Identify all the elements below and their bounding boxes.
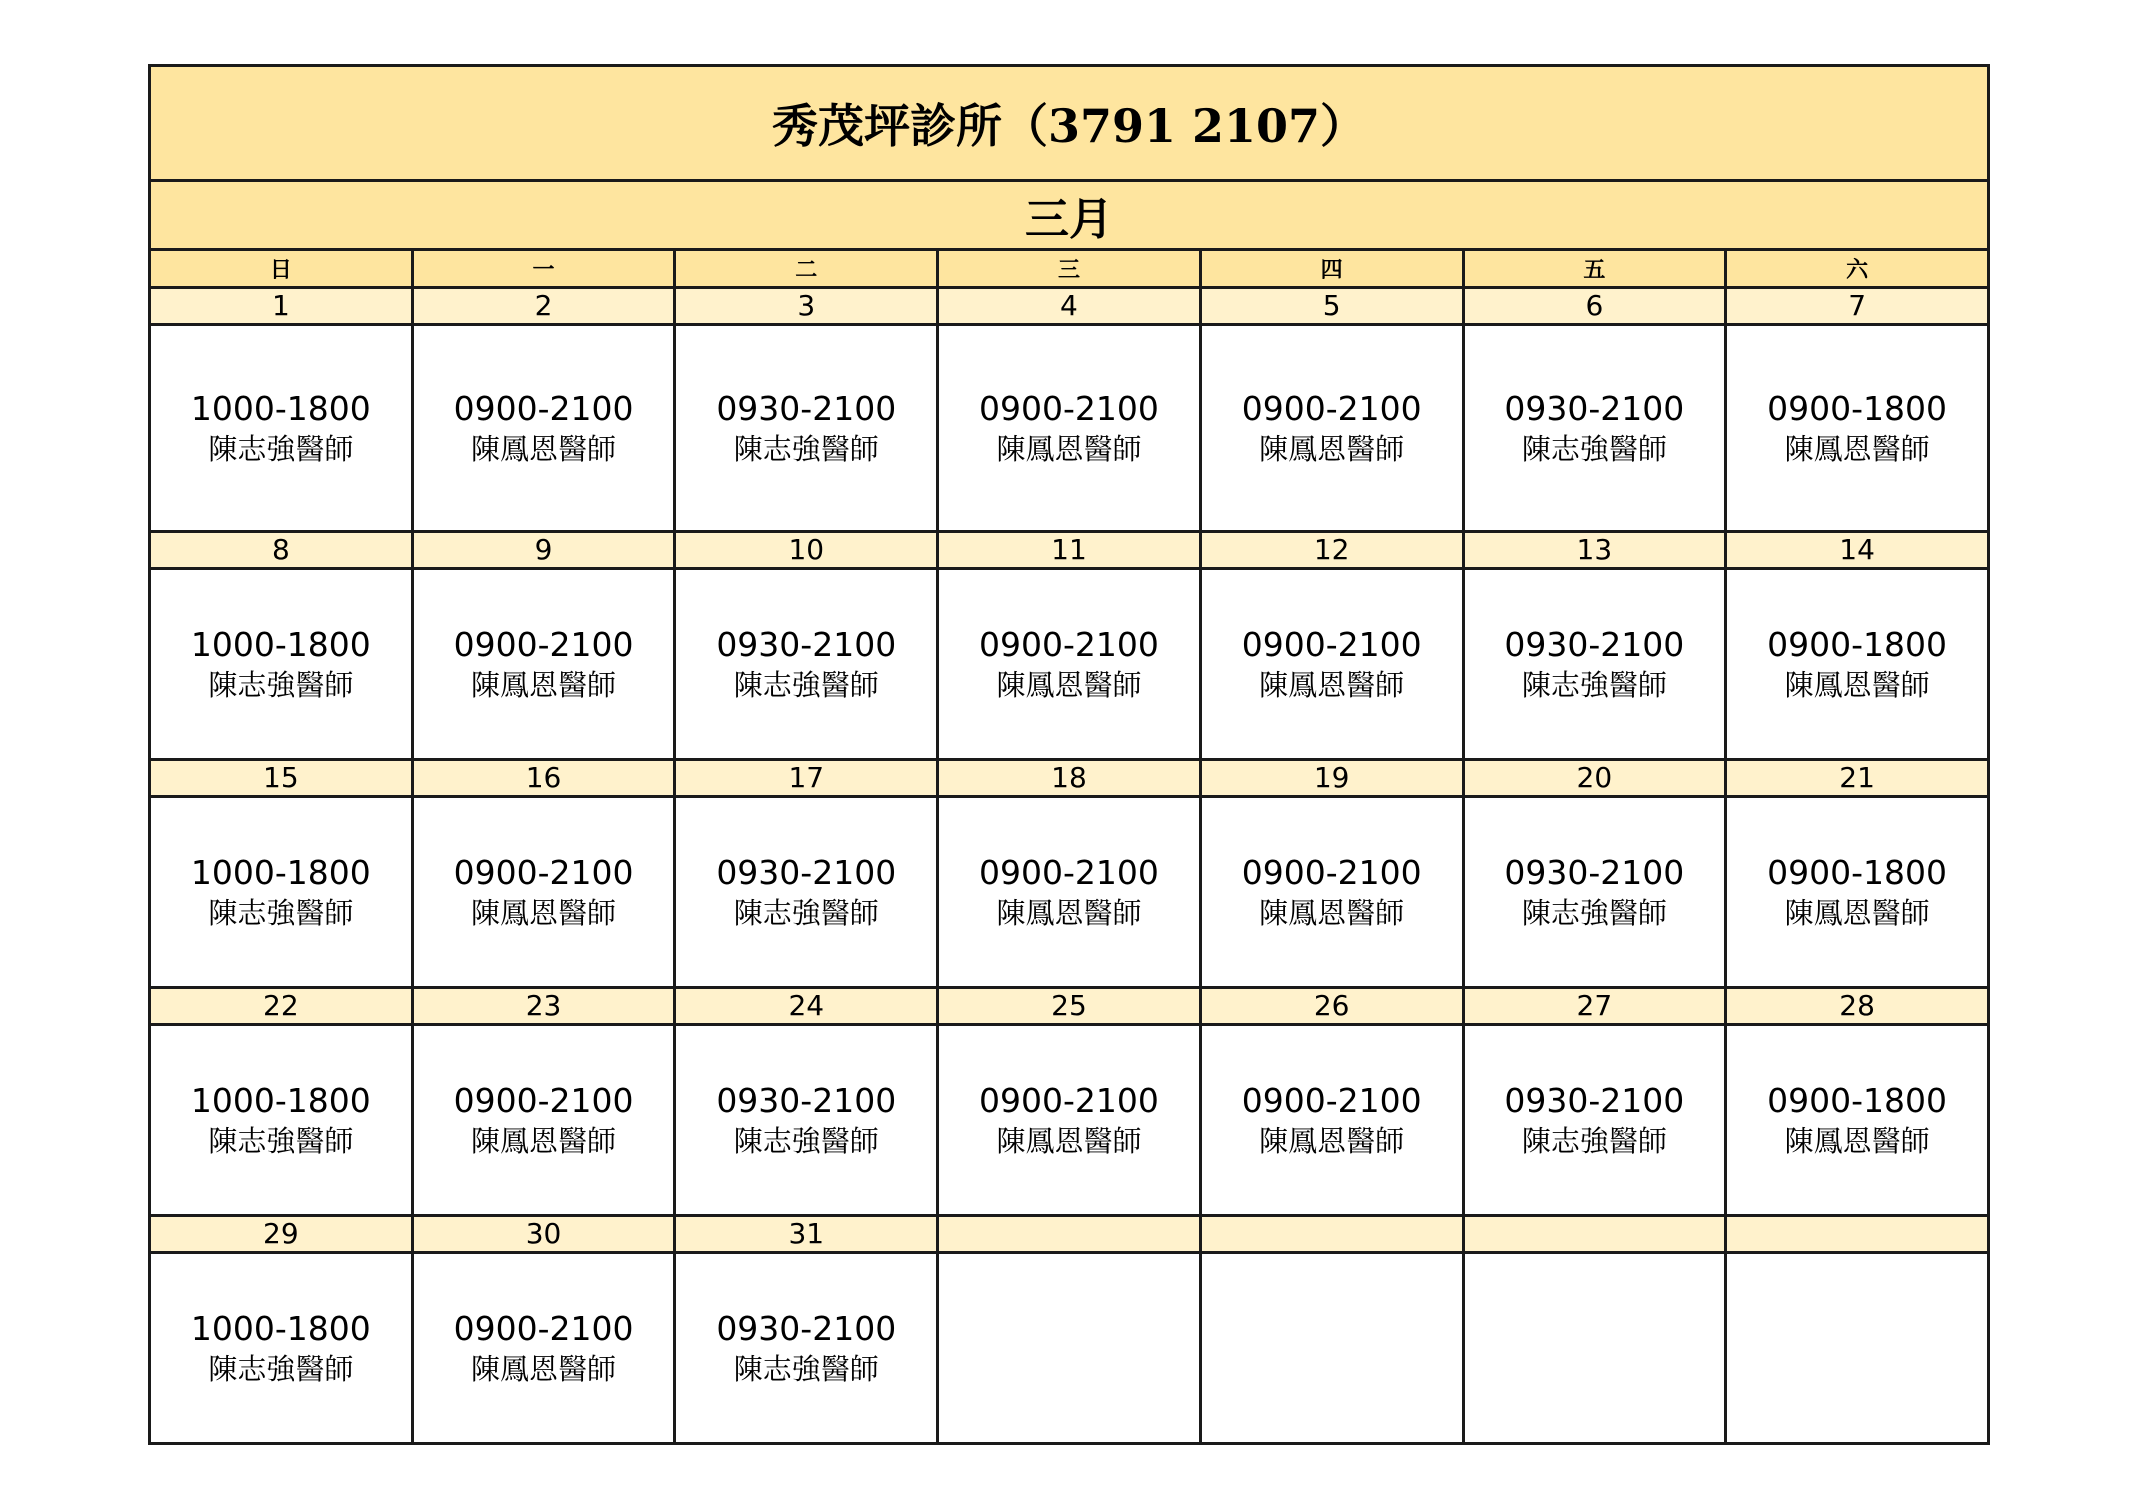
doctor-name: 陳鳳恩醫師 xyxy=(1784,667,1930,702)
doctor-name: 陳鳳恩醫師 xyxy=(1259,895,1405,930)
doctor-name: 陳志強醫師 xyxy=(733,667,879,702)
doctor-name: 陳志強醫師 xyxy=(208,431,354,466)
doctor-name: 陳鳳恩醫師 xyxy=(471,667,617,702)
shift-hours: 0930-2100 xyxy=(716,1080,897,1120)
doctor-name: 陳志強醫師 xyxy=(733,1123,879,1158)
shift-hours: 0900-2100 xyxy=(1241,388,1422,428)
day-cell xyxy=(675,569,938,760)
weekday-header-row xyxy=(150,250,1989,288)
date-number: 29 xyxy=(150,1216,413,1253)
shift-hours: 1000-1800 xyxy=(190,1308,371,1348)
date-number: 5 xyxy=(1200,288,1463,325)
doctor-name: 陳鳳恩醫師 xyxy=(471,1123,617,1158)
day-cell xyxy=(938,325,1201,532)
date-number: 4 xyxy=(938,288,1201,325)
doctor-name: 陳志強醫師 xyxy=(1521,667,1667,702)
day-cell xyxy=(938,1253,1201,1444)
date-number: 25 xyxy=(938,988,1201,1025)
date-number: 7 xyxy=(1726,288,1989,325)
date-number: 11 xyxy=(938,532,1201,569)
shift-row xyxy=(150,797,1989,988)
date-number xyxy=(1200,1216,1463,1253)
day-cell xyxy=(1200,1025,1463,1216)
day-cell xyxy=(1726,569,1989,760)
weekday-sun: 日 xyxy=(150,250,413,288)
shift-hours: 0930-2100 xyxy=(1504,624,1685,664)
day-cell xyxy=(938,1025,1201,1216)
day-cell xyxy=(412,569,675,760)
shift-hours: 0900-1800 xyxy=(1767,624,1948,664)
shift-hours: 1000-1800 xyxy=(190,852,371,892)
doctor-name: 陳志強醫師 xyxy=(208,1123,354,1158)
date-number: 15 xyxy=(150,760,413,797)
date-number: 20 xyxy=(1463,760,1726,797)
shift-hours: 0930-2100 xyxy=(1504,1080,1685,1120)
day-cell xyxy=(1726,325,1989,532)
day-cell xyxy=(150,325,413,532)
date-number: 27 xyxy=(1463,988,1726,1025)
shift-hours: 0900-2100 xyxy=(979,852,1159,892)
date-number xyxy=(1463,1216,1726,1253)
date-row xyxy=(150,760,1989,797)
doctor-name: 陳鳳恩醫師 xyxy=(996,895,1142,930)
shift-hours: 0930-2100 xyxy=(1504,388,1685,428)
day-cell xyxy=(150,1025,413,1216)
day-cell xyxy=(1200,569,1463,760)
day-cell xyxy=(1463,1253,1726,1444)
day-cell xyxy=(412,797,675,988)
date-number: 17 xyxy=(675,760,938,797)
day-cell xyxy=(1726,1025,1989,1216)
date-row xyxy=(150,532,1989,569)
doctor-name: 陳鳳恩醫師 xyxy=(996,431,1142,466)
doctor-name: 陳志強醫師 xyxy=(733,895,879,930)
date-number: 21 xyxy=(1726,760,1989,797)
weekday-mon: 一 xyxy=(412,250,675,288)
date-number: 13 xyxy=(1463,532,1726,569)
day-cell xyxy=(675,325,938,532)
doctor-name: 陳志強醫師 xyxy=(1521,895,1667,930)
shift-hours: 0900-1800 xyxy=(1767,388,1948,428)
date-row xyxy=(150,1216,1989,1253)
day-cell xyxy=(938,569,1201,760)
doctor-name: 陳鳳恩醫師 xyxy=(471,431,617,466)
day-cell xyxy=(412,1253,675,1444)
shift-hours: 0900-2100 xyxy=(1241,624,1422,664)
day-cell xyxy=(412,325,675,532)
date-number: 16 xyxy=(412,760,675,797)
shift-hours: 0900-2100 xyxy=(979,388,1159,428)
date-number: 3 xyxy=(675,288,938,325)
date-number: 9 xyxy=(412,532,675,569)
date-number: 26 xyxy=(1200,988,1463,1025)
shift-hours: 0930-2100 xyxy=(1504,852,1685,892)
date-row xyxy=(150,988,1989,1025)
day-cell xyxy=(1726,797,1989,988)
day-cell xyxy=(412,1025,675,1216)
day-cell xyxy=(1463,325,1726,532)
shift-hours: 0900-2100 xyxy=(453,1308,634,1348)
weekday-thu: 四 xyxy=(1200,250,1463,288)
shift-hours: 0900-2100 xyxy=(1241,1080,1422,1120)
date-number: 23 xyxy=(412,988,675,1025)
date-number: 10 xyxy=(675,532,938,569)
day-cell xyxy=(150,1253,413,1444)
weekday-wed: 三 xyxy=(938,250,1201,288)
shift-hours: 0900-2100 xyxy=(1241,852,1422,892)
date-row xyxy=(150,288,1989,325)
shift-row xyxy=(150,569,1989,760)
doctor-name: 陳志強醫師 xyxy=(1521,431,1667,466)
shift-row xyxy=(150,1025,1989,1216)
doctor-name: 陳鳳恩醫師 xyxy=(1784,431,1930,466)
shift-hours: 0930-2100 xyxy=(716,1308,897,1348)
shift-hours: 0900-2100 xyxy=(453,624,634,664)
shift-row xyxy=(150,1253,1989,1444)
day-cell xyxy=(1463,797,1726,988)
day-cell xyxy=(675,1253,938,1444)
day-cell xyxy=(1463,1025,1726,1216)
shift-row xyxy=(150,325,1989,532)
date-number: 31 xyxy=(675,1216,938,1253)
doctor-name: 陳鳳恩醫師 xyxy=(1259,667,1405,702)
shift-hours: 1000-1800 xyxy=(190,624,371,664)
weekday-sat: 六 xyxy=(1726,250,1989,288)
doctor-name: 陳志強醫師 xyxy=(208,667,354,702)
shift-hours: 0900-2100 xyxy=(453,388,634,428)
shift-hours: 1000-1800 xyxy=(190,1080,371,1120)
date-number xyxy=(1726,1216,1989,1253)
doctor-name: 陳鳳恩醫師 xyxy=(1784,895,1930,930)
shift-hours: 0900-2100 xyxy=(979,1080,1159,1120)
doctor-name: 陳志強醫師 xyxy=(208,895,354,930)
shift-hours: 0900-2100 xyxy=(979,624,1159,664)
date-number: 1 xyxy=(150,288,413,325)
date-number xyxy=(938,1216,1201,1253)
doctor-name: 陳鳳恩醫師 xyxy=(471,1351,617,1386)
date-number: 22 xyxy=(150,988,413,1025)
shift-hours: 1000-1800 xyxy=(190,388,371,428)
day-cell xyxy=(1200,325,1463,532)
month-label: 三月 xyxy=(150,181,1989,250)
date-number: 30 xyxy=(412,1216,675,1253)
day-cell xyxy=(150,569,413,760)
doctor-name: 陳鳳恩醫師 xyxy=(996,1123,1142,1158)
day-cell xyxy=(675,797,938,988)
doctor-name: 陳志強醫師 xyxy=(733,1351,879,1386)
doctor-name: 陳志強醫師 xyxy=(1521,1123,1667,1158)
date-number: 19 xyxy=(1200,760,1463,797)
date-number: 18 xyxy=(938,760,1201,797)
day-cell xyxy=(150,797,413,988)
date-number: 12 xyxy=(1200,532,1463,569)
shift-hours: 0930-2100 xyxy=(716,624,897,664)
shift-hours: 0900-1800 xyxy=(1767,852,1948,892)
clinic-schedule-table xyxy=(148,64,1990,1445)
date-number: 2 xyxy=(412,288,675,325)
shift-hours: 0900-2100 xyxy=(453,1080,634,1120)
date-number: 28 xyxy=(1726,988,1989,1025)
date-number: 6 xyxy=(1463,288,1726,325)
doctor-name: 陳鳳恩醫師 xyxy=(1784,1123,1930,1158)
doctor-name: 陳志強醫師 xyxy=(208,1351,354,1386)
day-cell xyxy=(675,1025,938,1216)
date-number: 14 xyxy=(1726,532,1989,569)
day-cell xyxy=(1463,569,1726,760)
day-cell xyxy=(1200,1253,1463,1444)
shift-hours: 0930-2100 xyxy=(716,388,897,428)
shift-hours: 0900-2100 xyxy=(453,852,634,892)
doctor-name: 陳鳳恩醫師 xyxy=(471,895,617,930)
weekday-tue: 二 xyxy=(675,250,938,288)
day-cell xyxy=(1200,797,1463,988)
day-cell xyxy=(1726,1253,1989,1444)
weekday-fri: 五 xyxy=(1463,250,1726,288)
date-number: 24 xyxy=(675,988,938,1025)
day-cell xyxy=(938,797,1201,988)
doctor-name: 陳鳳恩醫師 xyxy=(1259,1123,1405,1158)
shift-hours: 0930-2100 xyxy=(716,852,897,892)
date-number: 8 xyxy=(150,532,413,569)
doctor-name: 陳鳳恩醫師 xyxy=(996,667,1142,702)
clinic-title: 秀茂坪診所（3791 2107） xyxy=(150,66,1989,181)
doctor-name: 陳鳳恩醫師 xyxy=(1259,431,1405,466)
doctor-name: 陳志強醫師 xyxy=(733,431,879,466)
shift-hours: 0900-1800 xyxy=(1767,1080,1948,1120)
